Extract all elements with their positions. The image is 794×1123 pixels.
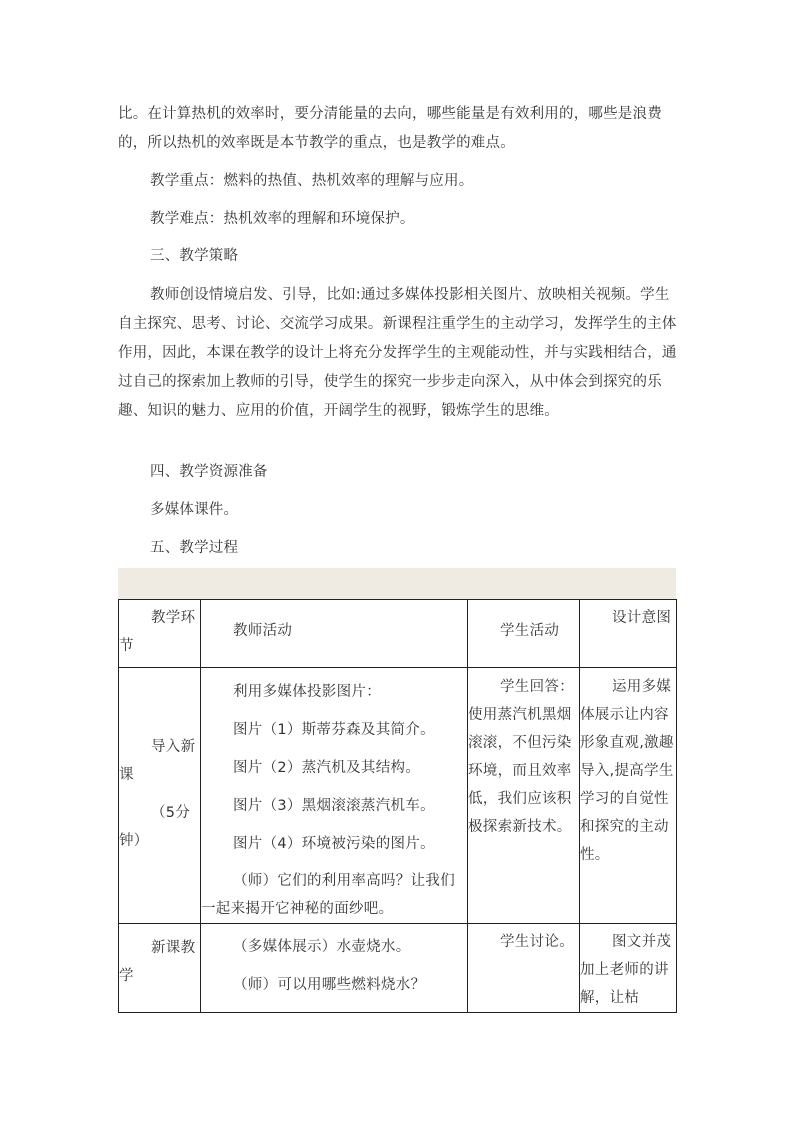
row1-intent-text: 运用多媒体展示让内容形象直观,激趣导入,提高学生学习的自觉性和探究的主动性。 xyxy=(580,679,674,863)
row2-intent xyxy=(580,924,677,1013)
section4-heading: 四、教学资源准备 xyxy=(150,464,268,480)
table-row-intro xyxy=(119,668,677,924)
row2-student-text: 学生讨论。 xyxy=(500,934,574,950)
row1-teacher-line: 利用多媒体投影图片： xyxy=(233,684,381,700)
row1-teacher xyxy=(201,668,468,924)
section3-heading: 三、教学策略 xyxy=(150,248,239,264)
row1-teacher-line: 图片（2）蒸汽机及其结构。 xyxy=(233,760,421,776)
section3-body: 教师创设情境启发、引导，比如:通过多媒体投影相关图片、放映相关视频。学生自主探究、思考、讨论、交流学习成果。新课程注重学生的主动学习，发挥学生的主体作用，因此，本课在教学的设计上将充分发挥学生的主观能动性，并与实践相结合，通过自己的探索加上教师的引导，使学生的探究一步步走向深入，从中体会到探究的乐趣、知识的魅力、应用的价值，开阔学生的视野，锻炼学生的思维。 xyxy=(118,287,677,419)
difficult-point-text: 教学难点：热机效率的理解和环境保护。 xyxy=(150,211,415,227)
table-row-new-lesson xyxy=(119,924,677,1013)
row2-intent-text: 图文并茂加上老师的讲解，让枯 xyxy=(580,934,672,1006)
header-student-label: 学生活动 xyxy=(500,623,560,639)
row1-intent xyxy=(580,668,677,924)
header-student xyxy=(468,600,580,668)
header-stage xyxy=(119,600,201,668)
header-intent-label: 设计意图 xyxy=(612,610,672,626)
header-teacher xyxy=(201,600,468,668)
table-caption-band xyxy=(118,568,676,599)
row1-teacher-line: 图片（3）黑烟滚滚蒸汽机车。 xyxy=(233,798,435,814)
intro-paragraph: 比。在计算热机的效率时，要分清能量的去向，哪些能量是有效利用的，哪些是浪费的，所以热机的效率既是本节教学的重点，也是教学的难点。 xyxy=(118,106,662,151)
row1-teacher-line: 图片（1）斯蒂芬森及其简介。 xyxy=(233,722,435,738)
row2-stage-label: 新课教学 xyxy=(119,940,196,984)
row2-stage xyxy=(119,924,201,1013)
header-intent xyxy=(580,600,677,668)
table-header-row xyxy=(119,600,677,668)
row1-stage xyxy=(119,668,201,924)
header-stage-label: 教学环节 xyxy=(119,610,196,654)
row1-teacher-line: 图片（4）环境被污染的图片。 xyxy=(233,836,435,852)
key-point-text: 教学重点：燃料的热值、热机效率的理解与应用。 xyxy=(150,173,474,189)
row2-teacher-line: （师）可以用哪些燃料烧水？ xyxy=(233,977,426,993)
row2-teacher-line: （多媒体展示）水壶烧水。 xyxy=(233,939,411,955)
row1-student xyxy=(468,668,580,924)
header-teacher-label: 教师活动 xyxy=(233,623,293,639)
section4-body: 多媒体课件。 xyxy=(150,502,239,518)
lesson-plan-table xyxy=(118,599,677,1013)
row1-stage-label: 导入新课 xyxy=(119,739,196,783)
row2-student xyxy=(468,924,580,1013)
row1-stage-duration: （5分钟） xyxy=(119,805,191,849)
row1-student-text: 学生回答：使用蒸汽机黑烟滚滚，不但污染环境，而且效率低，我们应该积极探索新技术。 xyxy=(468,679,574,835)
row1-teacher-line: （师）它们的利用率高吗？让我们一起来揭开它神秘的面纱吧。 xyxy=(201,873,455,917)
row2-teacher xyxy=(201,924,468,1013)
section5-heading: 五、教学过程 xyxy=(150,540,239,556)
